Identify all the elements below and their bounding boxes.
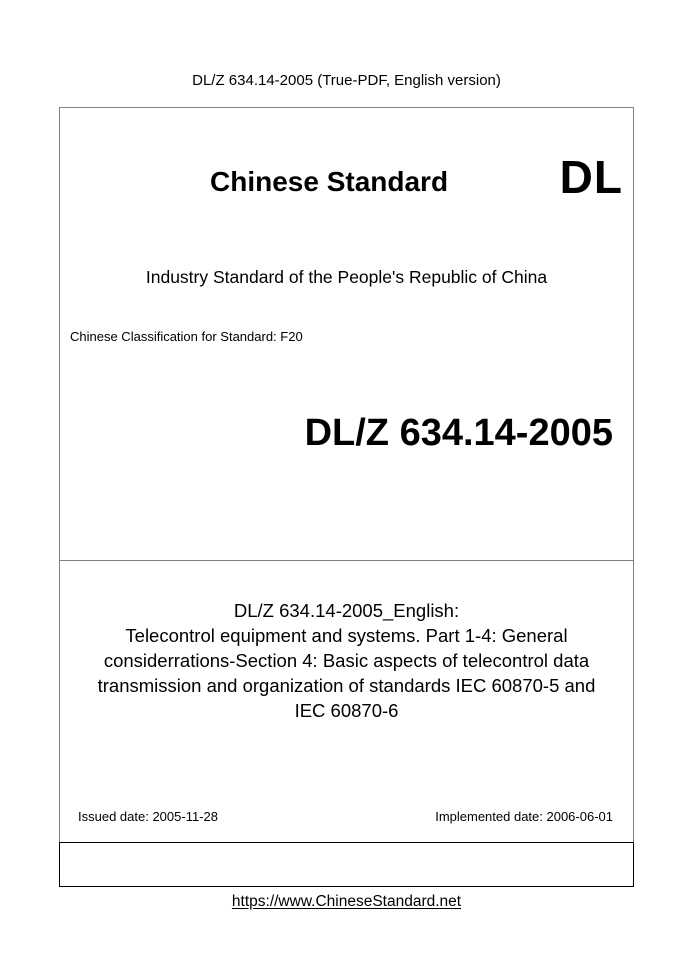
title-line: considerrations-Section 4: Basic aspects of telecontrol data <box>103 650 590 671</box>
document-header: DL/Z 634.14-2005 (True-PDF, English version) <box>192 72 501 89</box>
dates-row <box>60 808 633 828</box>
website-link[interactable]: https://www.ChineseStandard.net <box>231 893 462 910</box>
issued-date: Issued date: 2005-11-28 <box>78 809 218 824</box>
industry-standard-line: Industry Standard of the People's Republic of China <box>145 267 548 287</box>
title-line: IEC 60870-6 <box>294 700 399 721</box>
brand-code: DL <box>559 151 623 203</box>
implemented-date: Implemented date: 2006-06-01 <box>435 809 613 824</box>
classification-line: Chinese Classification for Standard: F20 <box>70 329 303 344</box>
cover-top-panel <box>59 107 634 561</box>
cover-bottom-panel <box>59 842 634 887</box>
brand-row <box>60 108 633 208</box>
standard-number: DL/Z 634.14-2005 <box>304 412 613 454</box>
document-title <box>60 598 633 723</box>
title-line: Telecontrol equipment and systems. Part 1-4: General <box>125 625 568 646</box>
title-line: DL/Z 634.14-2005_English: <box>233 600 460 621</box>
cover-title-panel <box>59 560 634 843</box>
brand-title: Chinese Standard <box>210 166 449 197</box>
footer <box>0 891 693 913</box>
title-line: transmission and organization of standards IEC 60870-5 and <box>97 675 596 696</box>
